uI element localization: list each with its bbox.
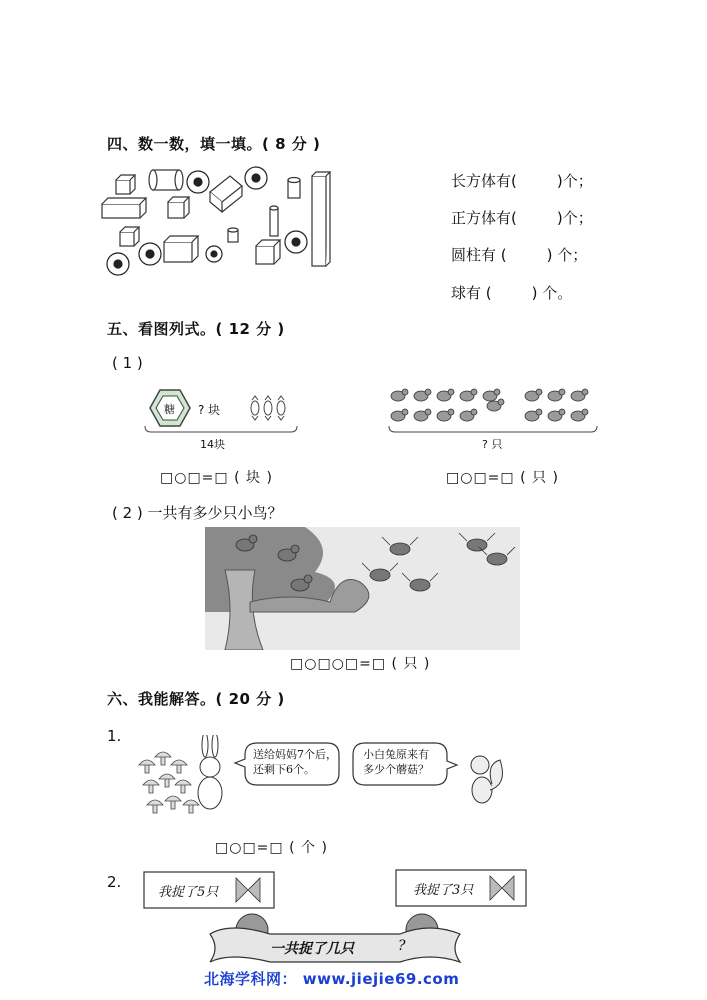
- rabbit-icon: [198, 735, 222, 809]
- cuboid-shape: [164, 236, 198, 262]
- banner-question: ?: [398, 938, 406, 954]
- candy-question: ? 块: [198, 403, 221, 417]
- fill-line-suffix: ) 个。: [531, 284, 573, 302]
- bubble-squirrel-text: [363, 747, 429, 777]
- tree-birds-picture: [205, 527, 520, 650]
- part-1-label: ( 1 ): [112, 354, 143, 372]
- bird-icon: [437, 389, 454, 401]
- candy-box-label: 糖: [164, 403, 175, 416]
- fill-line-cylinder: [451, 244, 587, 265]
- bird-icon: [483, 389, 500, 401]
- fill-line-cuboid: [451, 170, 593, 191]
- equation-mushrooms[interactable]: □○□=□ ( 个 ): [215, 840, 328, 856]
- solids-illustration: [98, 162, 343, 282]
- cube-shape: [120, 227, 139, 246]
- bird-icon: [437, 409, 454, 421]
- sign-left-text: 我捉了5只: [158, 885, 219, 900]
- section-5-heading: 五、看图列式。( 12 分 ): [107, 320, 285, 338]
- equation-birds-group[interactable]: □○□=□ ( 只 ): [446, 470, 559, 486]
- bubble-squirrel-line-2: 多少个蘑菇？: [363, 763, 429, 776]
- cylinder-shape: [270, 206, 278, 236]
- bird-icon: [548, 389, 565, 401]
- fill-line-prefix: 正方体有(: [451, 209, 517, 227]
- squirrel-icon: [471, 756, 502, 803]
- question-2-label: 2.: [107, 873, 122, 891]
- bubble-rabbit-line-2: 还剩下6个。: [253, 763, 315, 776]
- fill-line-suffix: ) 个；: [546, 246, 588, 264]
- bird-icon: [391, 409, 408, 421]
- bubble-rabbit-text: [253, 747, 337, 777]
- cylinder-shape: [149, 170, 183, 190]
- bird-icon: [414, 389, 431, 401]
- fill-line-prefix: 球有 (: [451, 284, 492, 302]
- question-1-label: 1.: [107, 727, 122, 745]
- banner-text: 一共捉了几只: [270, 941, 354, 957]
- tall-cuboid-shape: [312, 172, 330, 266]
- equation-candy[interactable]: □○□=□ ( 块 ): [160, 470, 273, 486]
- birds-question: ? 只: [482, 438, 503, 451]
- bird-icon: [460, 389, 477, 401]
- cuboid-shape: [102, 198, 146, 218]
- fill-line-suffix: )个；: [556, 172, 593, 190]
- bird-icon: [571, 389, 588, 401]
- part-2-label: ( 2 ) 一共有多少只小鸟？: [112, 504, 283, 522]
- fill-line-prefix: 长方体有(: [451, 172, 517, 190]
- sign-right-text: 我捉了3只: [413, 883, 474, 898]
- mushroom-icons: [139, 752, 199, 813]
- section-4-heading: 四、数一数，填一填。( 8 分 ): [107, 135, 321, 153]
- bird-icon: [391, 389, 408, 401]
- ball-shape: [285, 231, 307, 253]
- ball-shape: [245, 167, 267, 189]
- cube-shape: [168, 197, 189, 218]
- cube-shape: [116, 175, 135, 194]
- cuboid-shape: [210, 176, 242, 212]
- bird-icon: [548, 409, 565, 421]
- bird-icon: [525, 389, 542, 401]
- bubble-squirrel-line-1: 小白兔原来有: [363, 748, 429, 761]
- footer-watermark: 北海学科网： www.jiejie69.com: [204, 970, 460, 988]
- ball-shape: [187, 171, 209, 193]
- bird-icon: [525, 409, 542, 421]
- total-brace: [145, 426, 297, 432]
- cylinder-shape: [228, 228, 238, 242]
- bird-icon: [460, 409, 477, 421]
- bubble-rabbit-line-1: 送给妈妈7个后，: [253, 748, 337, 761]
- cube-shape: [256, 240, 280, 264]
- fill-line-prefix: 圆柱有 (: [451, 246, 507, 264]
- fill-line-suffix: )个；: [556, 209, 593, 227]
- birds-group-diagram: [386, 382, 601, 438]
- cylinder-shape: [288, 178, 300, 199]
- total-brace: [389, 426, 597, 432]
- fill-line-cube: [451, 207, 593, 228]
- fill-line-ball: [451, 282, 572, 303]
- bird-icon: [414, 409, 431, 421]
- candy-icons: [251, 396, 285, 420]
- ball-shape: [139, 243, 161, 265]
- candy-total: 14块: [200, 438, 225, 451]
- equation-tree-birds[interactable]: □○□○□=□ ( 只 ): [290, 656, 431, 672]
- section-6-heading: 六、我能解答。( 20 分 ): [107, 690, 285, 708]
- bird-icon: [571, 409, 588, 421]
- ball-shape: [206, 246, 222, 262]
- ball-shape: [107, 253, 129, 275]
